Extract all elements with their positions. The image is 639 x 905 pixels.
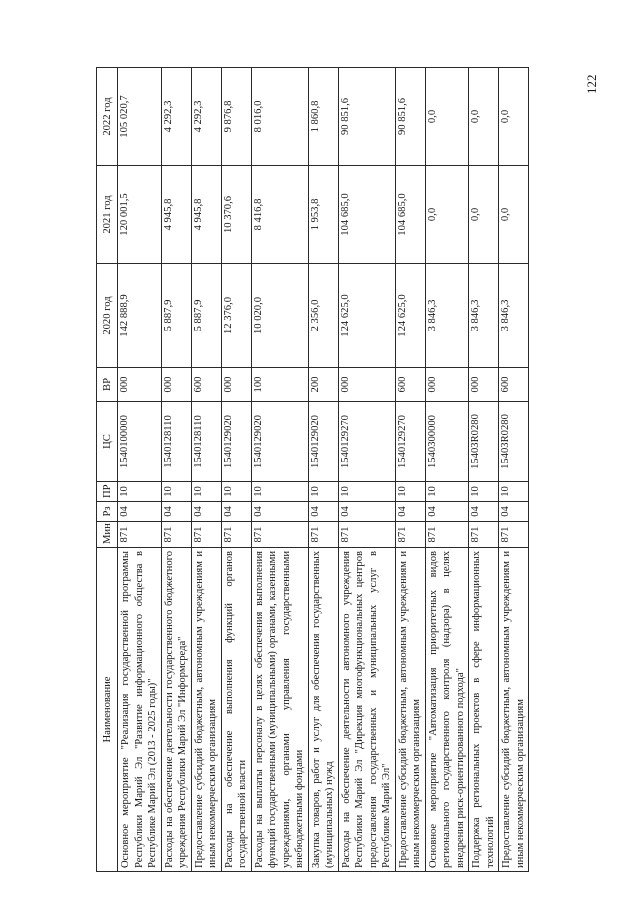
row-cs-cell: 1540300000 [425,402,469,482]
row-min-cell: 871 [161,522,191,548]
rotated-table-wrapper [96,68,578,872]
row-2020-cell: 12 376,0 [221,264,251,368]
row-pr-cell: 10 [395,482,425,502]
row-vr-cell: 000 [469,368,499,402]
row-rz-cell: 04 [161,502,191,522]
row-cs-cell: 15403R0280 [499,402,529,482]
row-pr-cell: 10 [338,482,395,502]
table-row [161,68,191,872]
row-rz-cell: 04 [251,502,308,522]
row-cs-cell: 1540100000 [118,402,162,482]
table-row [191,68,221,872]
row-rz-cell: 04 [395,502,425,522]
row-2020-cell: 5 887,9 [191,264,221,368]
row-name-cell: Предоставление субсидий бюджетным, автономным учреждениям и иным некоммерческим организациям [395,548,425,872]
header-2022: 2022 год [97,68,118,166]
row-min-cell: 871 [221,522,251,548]
row-rz-cell: 04 [469,502,499,522]
row-pr-cell: 10 [251,482,308,502]
row-rz-cell: 04 [499,502,529,522]
header-2021: 2021 год [97,166,118,264]
table-header-row [97,68,118,872]
row-2022-cell: 90 851,6 [338,68,395,166]
row-2020-cell: 3 846,3 [425,264,469,368]
row-pr-cell: 10 [425,482,469,502]
row-cs-cell: 15403R0280 [469,402,499,482]
row-2022-cell: 4 292,3 [191,68,221,166]
row-min-cell: 871 [499,522,529,548]
table-row [221,68,251,872]
row-2020-cell: 5 887,9 [161,264,191,368]
row-pr-cell: 10 [469,482,499,502]
row-rz-cell: 04 [425,502,469,522]
row-rz-cell: 04 [338,502,395,522]
row-2021-cell: 0,0 [499,166,529,264]
row-min-cell: 871 [425,522,469,548]
row-cs-cell: 1540129020 [251,402,308,482]
header-rz: Рз [97,502,118,522]
row-2021-cell: 0,0 [425,166,469,264]
row-cs-cell: 1540129270 [338,402,395,482]
header-cs: ЦС [97,402,118,482]
row-2020-cell: 3 846,3 [469,264,499,368]
row-name-cell: Основное мероприятие "Реализация государственной программы Республики Марий Эл "Развитие информационного общества в Республике Марий Эл (2013 - 2025 годы)" [118,548,162,872]
row-vr-cell: 600 [191,368,221,402]
row-vr-cell: 000 [221,368,251,402]
row-vr-cell: 600 [395,368,425,402]
row-cs-cell: 1540128110 [191,402,221,482]
table-row [338,68,395,872]
header-min: Мин [97,522,118,548]
row-vr-cell: 000 [161,368,191,402]
row-name-cell: Расходы на обеспечение деятельности автономного учреждения Республики Марий Эл "Дирекция многофункциональных центров предоставления государственных и муниципальных услуг в Республике Марий Эл" [338,548,395,872]
row-min-cell: 871 [469,522,499,548]
row-min-cell: 871 [338,522,395,548]
row-pr-cell: 10 [118,482,162,502]
row-2022-cell: 90 851,6 [395,68,425,166]
row-vr-cell: 100 [251,368,308,402]
row-cs-cell: 1540129270 [395,402,425,482]
table-row [118,68,162,872]
row-cs-cell: 1540129020 [308,402,338,482]
row-name-cell: Расходы на обеспечение выполнения функций органов государственной власти [221,548,251,872]
row-2022-cell: 0,0 [469,68,499,166]
row-pr-cell: 10 [499,482,529,502]
row-min-cell: 871 [191,522,221,548]
row-min-cell: 871 [308,522,338,548]
header-pr: ПР [97,482,118,502]
table-row [308,68,338,872]
header-2020: 2020 год [97,264,118,368]
row-min-cell: 871 [118,522,162,548]
row-vr-cell: 000 [338,368,395,402]
row-name-cell: Предоставление субсидий бюджетным, автономным учреждениям и иным некоммерческим организациям [191,548,221,872]
row-vr-cell: 200 [308,368,338,402]
row-pr-cell: 10 [308,482,338,502]
row-name-cell: Закупка товаров, работ и услуг для обеспечения государственных (муниципальных) нужд [308,548,338,872]
row-2022-cell: 8 016,0 [251,68,308,166]
row-vr-cell: 000 [118,368,162,402]
header-name: Наименование [97,548,118,872]
row-2021-cell: 4 945,8 [161,166,191,264]
row-2020-cell: 3 846,3 [499,264,529,368]
row-vr-cell: 000 [425,368,469,402]
table-row [499,68,529,872]
row-vr-cell: 600 [499,368,529,402]
row-rz-cell: 04 [221,502,251,522]
page-number: 122 [584,74,599,94]
row-2022-cell: 105 020,7 [118,68,162,166]
row-name-cell: Расходы на обеспечение деятельности государственного бюджетного учреждения Республики Марий Эл "Информсреда" [161,548,191,872]
row-pr-cell: 10 [161,482,191,502]
row-cs-cell: 1540129020 [221,402,251,482]
row-2021-cell: 4 945,8 [191,166,221,264]
table-row [469,68,499,872]
budget-table [96,67,529,872]
row-pr-cell: 10 [191,482,221,502]
row-name-cell: Основное мероприятие "Автоматизация приоритетных видов регионального государственного контроля (надзора) в целях внедрения риск-ориентированного подхода" [425,548,469,872]
row-min-cell: 871 [251,522,308,548]
row-pr-cell: 10 [221,482,251,502]
row-name-cell: Предоставление субсидий бюджетным, автономным учреждениям и иным некоммерческим организациям [499,548,529,872]
row-2022-cell: 0,0 [499,68,529,166]
row-2021-cell: 0,0 [469,166,499,264]
row-min-cell: 871 [395,522,425,548]
row-2021-cell: 8 416,8 [251,166,308,264]
row-2022-cell: 0,0 [425,68,469,166]
row-rz-cell: 04 [308,502,338,522]
row-2020-cell: 124 625,0 [338,264,395,368]
row-2020-cell: 142 888,9 [118,264,162,368]
row-name-cell: Расходы на выплаты персоналу в целях обеспечения выполнения функций государственными (муниципальными) органами, казенными учреждениями, органами управления государственными внебюджетными фондами [251,548,308,872]
row-2021-cell: 120 001,5 [118,166,162,264]
row-rz-cell: 04 [118,502,162,522]
row-2020-cell: 10 020,0 [251,264,308,368]
row-2022-cell: 4 292,3 [161,68,191,166]
row-2022-cell: 1 860,8 [308,68,338,166]
row-2021-cell: 10 370,6 [221,166,251,264]
row-2020-cell: 124 625,0 [395,264,425,368]
header-vr: ВР [97,368,118,402]
table-row [395,68,425,872]
row-2021-cell: 104 685,0 [338,166,395,264]
row-2021-cell: 104 685,0 [395,166,425,264]
table-body [118,68,529,872]
row-2021-cell: 1 953,8 [308,166,338,264]
row-2020-cell: 2 356,0 [308,264,338,368]
table-row [251,68,308,872]
row-name-cell: Поддержка региональных проектов в сфере информационных технологий [469,548,499,872]
row-cs-cell: 1540128110 [161,402,191,482]
row-2022-cell: 9 876,8 [221,68,251,166]
row-rz-cell: 04 [191,502,221,522]
table-row [425,68,469,872]
